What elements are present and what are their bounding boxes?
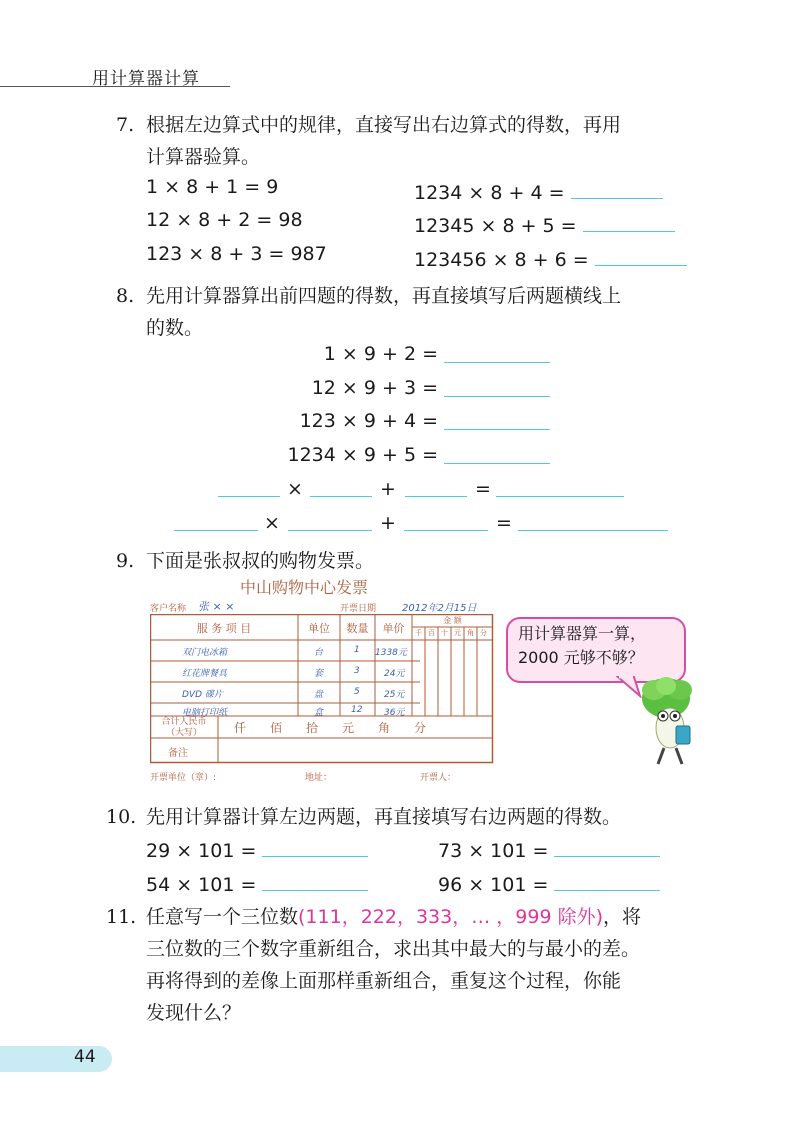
item-price: 1338元 (375, 648, 407, 658)
date-label: 开票日期 (340, 604, 377, 614)
q7-number: 7. (116, 114, 135, 136)
q7-left-eq-2: 12 × 8 + 2 = 98 (146, 209, 303, 231)
answer-blank[interactable] (571, 176, 663, 199)
answer-blank[interactable] (405, 474, 467, 497)
total-units: 仟 佰 拾 元 角 分 (234, 721, 427, 735)
q8-eq-1: 1 × 9 + 2 = (323, 343, 438, 365)
item-name: 双门电冰箱 (182, 648, 228, 658)
answer-blank[interactable] (518, 508, 668, 531)
bubble-text: 用计算器算一算， 2000 元够不够？ (518, 624, 647, 667)
chapter-title: 用计算器计算 (92, 69, 200, 89)
q10-right-eq-2: 96 × 101 = (438, 868, 660, 896)
item-unit: 台 (314, 648, 324, 658)
col-price: 单价 (382, 622, 405, 635)
footer-address: 地址： (305, 773, 333, 783)
customer-value: 张 × × (198, 600, 235, 613)
q8-eq-3: 123 × 9 + 4 = (299, 410, 438, 432)
remark-label: 备注 (168, 748, 188, 759)
q10-text: 先用计算器计算左边两题，再直接填写右边两题的得数。 (146, 806, 622, 828)
item-price: 36元 (384, 708, 405, 718)
item-qty: 12 (351, 705, 363, 715)
answer-blank[interactable] (262, 868, 368, 891)
answer-blank[interactable] (496, 474, 624, 497)
item-unit: 盘 (314, 690, 324, 700)
q7-right-eq-2: 12345 × 8 + 5 = (414, 209, 675, 237)
header-rule (0, 86, 230, 87)
q11-text-line4: 发现什么？ (146, 1002, 242, 1024)
date-value: 2012年2月15日 (402, 603, 477, 614)
item-qty: 1 (354, 645, 360, 655)
item-price: 25元 (384, 690, 405, 700)
q10-right-eq-1: 73 × 101 = (438, 834, 660, 862)
col-qty: 数量 (346, 622, 369, 635)
answer-blank[interactable] (444, 407, 550, 430)
footer-issuer: 开票人： (420, 773, 457, 783)
plus-sign: + (380, 478, 396, 500)
q9-number: 9. (116, 550, 135, 572)
footer-unit: 开票单位（章）: (150, 773, 217, 783)
q7-right-eq-1: 1234 × 8 + 4 = (414, 176, 663, 204)
q7-left-eq-1: 1 × 8 + 1 = 9 (146, 176, 279, 198)
q10-number: 10. (106, 806, 137, 828)
answer-blank[interactable] (404, 508, 488, 531)
item-name: 红花牌餐具 (182, 669, 228, 679)
times-sign: × (287, 478, 303, 500)
q11-text-line1: 任意写一个三位数(111，222，333，… ，999 除外)，将 (146, 906, 641, 928)
q9-text: 下面是张叔叔的购物发票。 (146, 550, 375, 572)
times-sign: × (264, 512, 280, 534)
page-number: 44 (74, 1047, 96, 1067)
q11-text-line3: 再将得到的差像上面那样重新组合，重复这个过程，你能 (146, 970, 622, 992)
q11-number: 11. (106, 906, 137, 928)
item-unit: 套 (314, 669, 324, 679)
q8-number: 8. (116, 285, 135, 307)
q11-text-line2: 三位数的三个数字重新组合，求出其中最大的与最小的差。 (146, 938, 641, 960)
equals-sign: = (496, 512, 512, 534)
plus-sign: + (380, 512, 396, 534)
amount-units: 千 百 十 元 角 分 (415, 629, 487, 637)
item-qty: 5 (354, 687, 360, 697)
answer-blank[interactable] (444, 441, 550, 464)
q8-eq-2: 12 × 9 + 3 = (311, 377, 438, 399)
answer-blank[interactable] (444, 374, 550, 397)
customer-label: 客户名称 (150, 604, 187, 614)
col-item: 服 务 项 目 (196, 622, 252, 635)
item-price: 24元 (384, 669, 405, 679)
q8-text-line1: 先用计算器算出前四题的得数，再直接填写后两题横线上 (146, 285, 622, 307)
answer-blank[interactable] (583, 209, 675, 232)
answer-blank[interactable] (554, 868, 660, 891)
answer-blank[interactable] (174, 508, 258, 531)
q8-text-line2: 的数。 (146, 317, 204, 339)
answer-blank[interactable] (218, 474, 280, 497)
excluded-numbers: (111，222，333，… ，999 除外) (298, 906, 603, 928)
item-name: 电脑打印纸 (182, 708, 228, 718)
q7-text-line2: 计算器验算。 (146, 146, 261, 168)
answer-blank[interactable] (444, 340, 550, 363)
answer-blank[interactable] (310, 474, 372, 497)
answer-blank[interactable] (554, 834, 660, 857)
q8-eq-4: 1234 × 9 + 5 = (287, 444, 438, 466)
item-name: DVD 碟片 (182, 690, 223, 700)
answer-blank[interactable] (288, 508, 372, 531)
item-qty: 3 (354, 666, 360, 676)
invoice-title: 中山购物中心发票 (240, 578, 369, 597)
q7-left-eq-3: 123 × 8 + 3 = 987 (146, 243, 327, 265)
q10-left-eq-2: 54 × 101 = (146, 868, 368, 896)
total-label: 合计人民币 （大写） (161, 717, 207, 738)
q10-left-eq-1: 29 × 101 = (146, 834, 368, 862)
col-unit: 单位 (308, 622, 330, 635)
col-amount: 金 额 (443, 616, 462, 625)
equals-sign: = (475, 478, 491, 500)
q7-right-eq-3: 123456 × 8 + 6 = (414, 243, 687, 271)
answer-blank[interactable] (595, 243, 687, 266)
q7-text-line1: 根据左边算式中的规律，直接写出右边算式的得数，再用 (146, 114, 622, 136)
answer-blank[interactable] (262, 834, 368, 857)
cabbage-mascot-icon (636, 668, 706, 768)
item-unit: 盒 (314, 708, 324, 718)
